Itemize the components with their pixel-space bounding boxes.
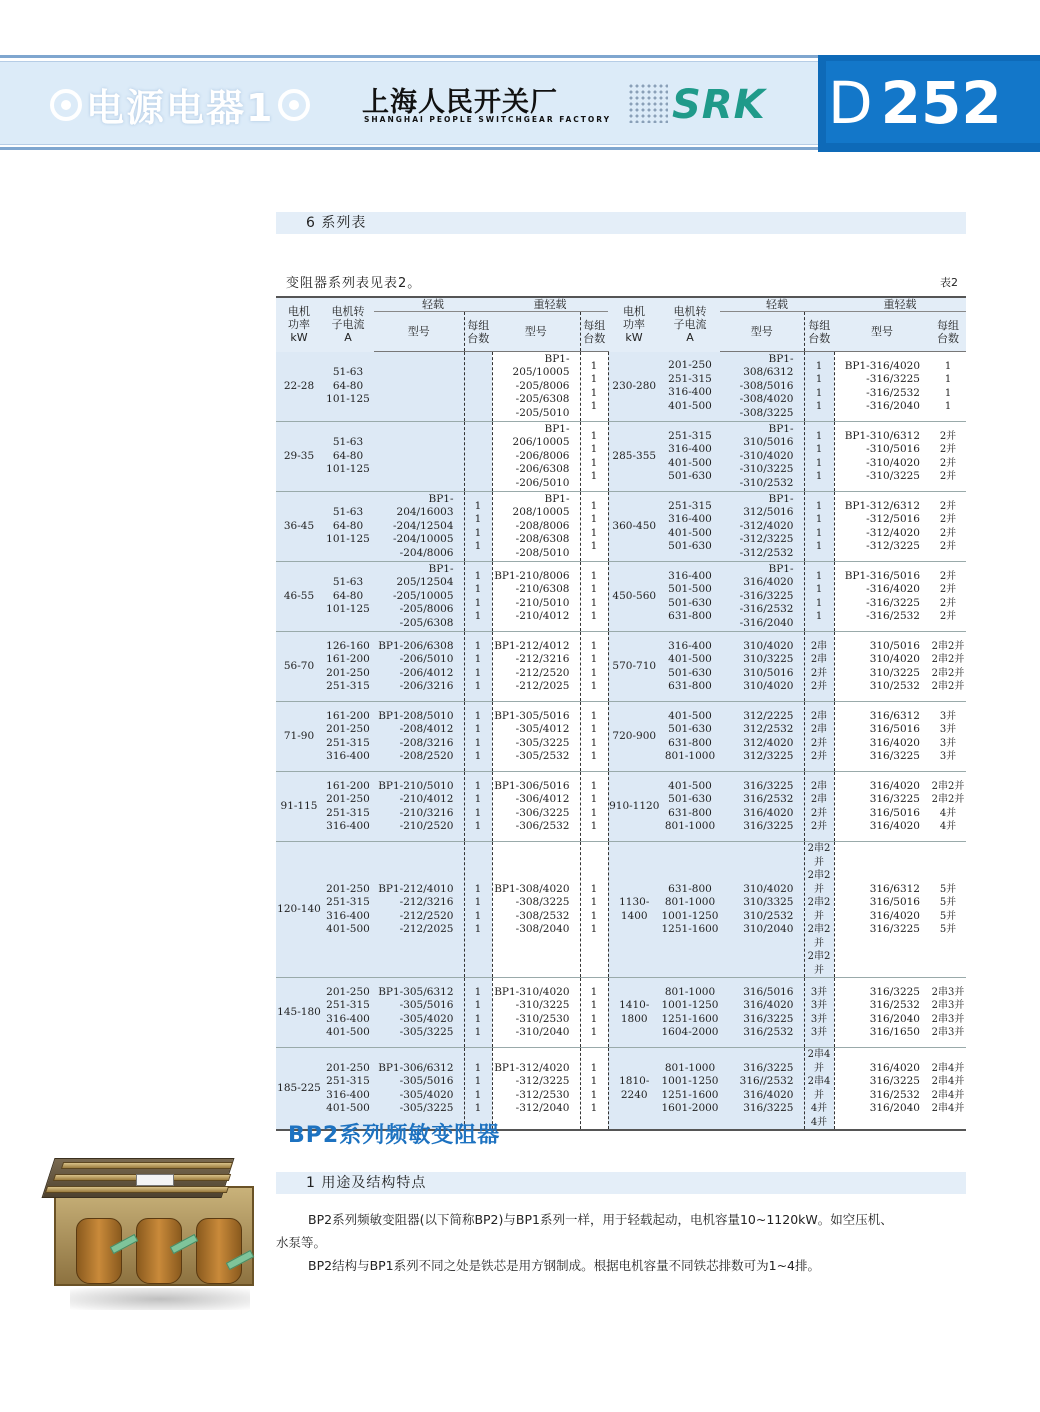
heavy-model-cell: BP1-206/10005 -206/8006 -206/6308 -206/5010: [492, 422, 580, 492]
current-cell: 161-200 201-250 251-315 316-400: [322, 702, 374, 772]
heavy-units-cell: 1 1 1 1: [580, 632, 608, 702]
light-units-cell: [464, 352, 492, 422]
section-6-heading: 6 系列表: [276, 212, 966, 234]
col-units: 每组 台数: [930, 312, 966, 352]
light-model-cell: 316/3225 316/2532 316/4020 316/3225: [720, 772, 804, 842]
table-row: [276, 702, 966, 772]
current-cell: 401-500 501-630 631-800 801-1000: [660, 702, 720, 772]
heavy-units-cell: 5并 5并 5并 5并: [930, 842, 966, 978]
heavy-model-cell: 316/4020 316/3225 316/2532 316/2040: [834, 1048, 930, 1131]
header-bottom-rule: [0, 147, 818, 150]
light-model-cell: BP1-312/5016 -312/4020 -312/3225 -312/2532: [720, 492, 804, 562]
current-cell: 201-250 251-315 316-400 401-500: [322, 978, 374, 1048]
heavy-model-cell: BP1-212/4012 -212/3216 -212/2520 -212/2025: [492, 632, 580, 702]
heavy-model-cell: BP1-316/4020 -316/3225 -316/2532 -316/2040: [834, 352, 930, 422]
heavy-model-cell: BP1-312/4020 -312/3225 -312/2530 -312/2040: [492, 1048, 580, 1131]
kw-cell: 145-180: [276, 978, 322, 1048]
current-cell: 251-315 316-400 401-500 501-630: [660, 422, 720, 492]
light-units-cell: 1 1 1 1: [804, 492, 834, 562]
bp2-paragraph-1-cont: 水泵等。: [276, 1235, 327, 1250]
col-model: 型号: [834, 312, 930, 352]
light-units-cell: 1 1 1 1: [464, 772, 492, 842]
photo-bar: [45, 1186, 229, 1193]
brand-logo: SRK: [672, 82, 766, 128]
page-letter: D: [828, 69, 873, 137]
light-units-cell: 1 1 1 1: [804, 562, 834, 632]
col-current: 电机转 子电流 A: [322, 297, 374, 352]
heavy-model-cell: 316/4020 316/3225 316/5016 316/4020: [834, 772, 930, 842]
heavy-units-cell: 3并 3并 3并 3并: [930, 702, 966, 772]
current-cell: 801-1000 1001-1250 1251-1600 1601-2000: [660, 1048, 720, 1131]
light-units-cell: [464, 422, 492, 492]
section-6-intro: 变阻器系列表见表2。: [286, 276, 422, 291]
kw-cell: 570-710: [608, 632, 660, 702]
light-model-cell: [374, 422, 464, 492]
heavy-units-cell: 1 1 1 1: [580, 842, 608, 978]
heavy-model-cell: BP1-306/5016 -306/4012 -306/3225 -306/2532: [492, 772, 580, 842]
light-model-cell: 316/3225 316//2532 316/4020 316/3225: [720, 1048, 804, 1131]
light-model-cell: [374, 352, 464, 422]
ring-bullet-icon: [278, 89, 310, 121]
current-cell: 801-1000 1001-1250 1251-1600 1604-2000: [660, 978, 720, 1048]
table-row: [276, 492, 966, 562]
light-units-cell: 1 1 1 1: [464, 702, 492, 772]
heavy-units-cell: 1 1 1 1: [580, 492, 608, 562]
header-section-title: [46, 77, 314, 132]
photo-bar: [61, 1162, 233, 1169]
heavy-model-cell: BP1-308/4020 -308/3225 -308/2532 -308/2040: [492, 842, 580, 978]
heavy-model-cell: 316/3225 316/2532 316/2040 316/1650: [834, 978, 930, 1048]
light-units-cell: 1 1 1 1: [804, 352, 834, 422]
current-cell: 51-63 64-80 101-125: [322, 352, 374, 422]
light-model-cell: 310/4020 310/3325 310/2532 310/2040: [720, 842, 804, 978]
heavy-model-cell: BP1-316/5016 -316/4020 -316/3225 -316/2532: [834, 562, 930, 632]
light-model-cell: BP1-305/6312 -305/5016 -305/4020 -305/3225: [374, 978, 464, 1048]
heavy-units-cell: 1 1 1 1: [580, 772, 608, 842]
bp2-paragraph-1: BP2系列频敏变阻器(以下简称BP2)与BP1系列一样，用于轻载起动，电机容量10~1120kW。如空压机、: [308, 1212, 893, 1227]
col-kw: 电机 功率 kW: [276, 297, 322, 352]
page-digits: 252: [880, 69, 1002, 137]
col-units: 每组 台数: [464, 312, 492, 352]
series-table-body: [276, 352, 966, 1131]
col-model: 型号: [492, 312, 580, 352]
heavy-model-cell: BP1-305/5016 -305/4012 -305/3225 -305/2532: [492, 702, 580, 772]
current-cell: 51-63 64-80 101-125: [322, 422, 374, 492]
current-cell: 251-315 316-400 401-500 501-630: [660, 492, 720, 562]
bp2-product-photo: [40, 1148, 260, 1318]
table-number: 表2: [940, 276, 958, 289]
heavy-units-cell: 2串2并 2串2并 2串2并 2串2并: [930, 632, 966, 702]
light-units-cell: 1 1 1 1: [464, 1048, 492, 1131]
current-cell: 51-63 64-80 101-125: [322, 492, 374, 562]
light-model-cell: BP1-316/4020 -316/3225 -316/2532 -316/2040: [720, 562, 804, 632]
light-model-cell: 316/5016 316/4020 316/3225 316/2532: [720, 978, 804, 1048]
bp2-title: BP2系列频敏变阻器: [288, 1123, 501, 1148]
heavy-model-cell: BP1-205/10005 -205/8006 -205/6308 -205/5010: [492, 352, 580, 422]
light-units-cell: 2串 2串 2并 2并: [804, 632, 834, 702]
series-table: [276, 296, 966, 1131]
photo-shadow: [70, 1288, 250, 1310]
heavy-model-cell: 310/5016 310/4020 310/3225 310/2532: [834, 632, 930, 702]
heavy-model-cell: BP1-310/6312 -310/5016 -310/4020 -310/3225: [834, 422, 930, 492]
kw-cell: 22-28: [276, 352, 322, 422]
heavy-model-cell: 316/6312 316/5016 316/4020 316/3225: [834, 702, 930, 772]
kw-cell: 910-1120: [608, 772, 660, 842]
current-cell: 316-400 501-500 501-630 631-800: [660, 562, 720, 632]
col-kw-right: 电机 功率 kW: [608, 297, 660, 352]
light-units-cell: 2串 2串 2并 2并: [804, 702, 834, 772]
heavy-units-cell: 2并 2并 2并 2并: [930, 492, 966, 562]
page-header: [0, 55, 1040, 152]
current-cell: 201-250 251-315 316-400 401-500: [660, 352, 720, 422]
col-light-right: 轻载: [720, 297, 834, 312]
table-row: [276, 772, 966, 842]
heavy-units-cell: 2串2并 2串2并 4并 4并: [930, 772, 966, 842]
heavy-units-cell: 1 1 1 1: [580, 978, 608, 1048]
light-model-cell: BP1-308/6312 -308/5016 -308/4020 -308/3225: [720, 352, 804, 422]
light-model-cell: BP1-204/16003 -204/12504 -204/10005 -204/8006: [374, 492, 464, 562]
current-cell: 201-250 251-315 316-400 401-500: [322, 1048, 374, 1131]
factory-name-cn: 上海人民开关厂: [362, 87, 558, 118]
section-title-text: 电源电器1: [86, 86, 275, 130]
light-model-cell: BP1-210/5010 -210/4012 -210/3216 -210/2520: [374, 772, 464, 842]
current-cell: 631-800 801-1000 1001-1250 1251-1600: [660, 842, 720, 978]
light-units-cell: 1 1 1 1: [804, 422, 834, 492]
bp2-paragraph-2: BP2结构与BP1系列不同之处是铁芯是用方钢制成。根据电机容量不同铁芯排数可为1~4排。: [308, 1258, 821, 1273]
heavy-units-cell: 1 1 1 1: [930, 352, 966, 422]
ring-bullet-icon: [50, 89, 82, 121]
col-units: 每组 台数: [580, 312, 608, 352]
col-light: 轻载: [374, 297, 492, 312]
current-cell: 161-200 201-250 251-315 316-400: [322, 772, 374, 842]
light-model-cell: BP1-206/6308 -206/5010 -206/4012 -206/3216: [374, 632, 464, 702]
col-model: 型号: [374, 312, 464, 352]
current-cell: 401-500 501-630 631-800 801-1000: [660, 772, 720, 842]
light-model-cell: BP1-208/5010 -208/4012 -208/3216 -208/2520: [374, 702, 464, 772]
heavy-model-cell: BP1-208/10005 -208/8006 -208/6308 -208/5010: [492, 492, 580, 562]
light-units-cell: 2串 2串 2并 2并: [804, 772, 834, 842]
light-units-cell: 1 1 1 1: [464, 562, 492, 632]
col-units: 每组 台数: [804, 312, 834, 352]
kw-cell: 71-90: [276, 702, 322, 772]
kw-cell: 56-70: [276, 632, 322, 702]
col-heavy-light-right: 重轻载: [834, 297, 966, 312]
heavy-model-cell: BP1-310/4020 -310/3225 -310/2530 -310/2040: [492, 978, 580, 1048]
factory-name-en: SHANGHAI PEOPLE SWITCHGEAR FACTORY: [364, 115, 612, 124]
photo-nameplate: [136, 1174, 174, 1186]
photo-coil: [196, 1218, 242, 1284]
kw-cell: 720-900: [608, 702, 660, 772]
kw-cell: 285-355: [608, 422, 660, 492]
col-heavy-light: 重轻载: [492, 297, 608, 312]
col-model: 型号: [720, 312, 804, 352]
heavy-units-cell: 2串4并 2串4并 2串4并 2串4并: [930, 1048, 966, 1131]
kw-cell: 360-450: [608, 492, 660, 562]
bp2-section-heading: 1 用途及结构特点: [276, 1172, 966, 1194]
table-row: [276, 422, 966, 492]
heavy-units-cell: 2并 2并 2并 2并: [930, 562, 966, 632]
brand-dots-icon: [628, 83, 668, 123]
light-units-cell: 2串4并 2串4并 4并 4并: [804, 1048, 834, 1131]
light-model-cell: 312/2225 312/2532 312/4020 312/3225: [720, 702, 804, 772]
heavy-units-cell: 1 1 1 1: [580, 562, 608, 632]
col-current-right: 电机转 子电流 A: [660, 297, 720, 352]
heavy-units-cell: 1 1 1 1: [580, 1048, 608, 1131]
kw-cell: 230-280: [608, 352, 660, 422]
heavy-units-cell: 1 1 1 1: [580, 702, 608, 772]
light-model-cell: BP1-205/12504 -205/10005 -205/8006 -205/6308: [374, 562, 464, 632]
kw-cell: 1130-1400: [608, 842, 660, 978]
light-units-cell: 3并 3并 3并 3并: [804, 978, 834, 1048]
table-row: [276, 632, 966, 702]
light-model-cell: BP1-212/4010 -212/3216 -212/2520 -212/2025: [374, 842, 464, 978]
page-number: [828, 69, 1002, 137]
current-cell: 316-400 401-500 501-630 631-800: [660, 632, 720, 702]
kw-cell: 29-35: [276, 422, 322, 492]
heavy-units-cell: 1 1 1 1: [580, 422, 608, 492]
light-model-cell: BP1-310/5016 -310/4020 -310/3225 -310/2532: [720, 422, 804, 492]
kw-cell: 46-55: [276, 562, 322, 632]
table-row: [276, 562, 966, 632]
current-cell: 201-250 251-315 316-400 401-500: [322, 842, 374, 978]
light-model-cell: BP1-306/6312 -305/5016 -305/4020 -305/3225: [374, 1048, 464, 1131]
kw-cell: 450-560: [608, 562, 660, 632]
table-row: [276, 842, 966, 978]
heavy-model-cell: BP1-312/6312 -312/5016 -312/4020 -312/3225: [834, 492, 930, 562]
heavy-model-cell: 316/6312 316/5016 316/4020 316/3225: [834, 842, 930, 978]
light-units-cell: 1 1 1 1: [464, 492, 492, 562]
kw-cell: 1410-1800: [608, 978, 660, 1048]
table-row: [276, 978, 966, 1048]
kw-cell: 1810-2240: [608, 1048, 660, 1131]
light-units-cell: 1 1 1 1: [464, 632, 492, 702]
kw-cell: 91-115: [276, 772, 322, 842]
light-units-cell: 1 1 1 1: [464, 978, 492, 1048]
table-row: [276, 352, 966, 422]
light-units-cell: 2串2并 2串2并 2串2并 2串2并 2串2并: [804, 842, 834, 978]
light-model-cell: 310/4020 310/3225 310/5016 310/4020: [720, 632, 804, 702]
light-units-cell: 1 1 1 1: [464, 842, 492, 978]
heavy-units-cell: 1 1 1 1: [580, 352, 608, 422]
kw-cell: 185-225: [276, 1048, 322, 1131]
heavy-units-cell: 2并 2并 2并 2并: [930, 422, 966, 492]
heavy-model-cell: BP1-210/8006 -210/6308 -210/5010 -210/4012: [492, 562, 580, 632]
heavy-units-cell: 2串3并 2串3并 2串3并 2串3并: [930, 978, 966, 1048]
kw-cell: 36-45: [276, 492, 322, 562]
current-cell: 51-63 64-80 101-125: [322, 562, 374, 632]
kw-cell: 120-140: [276, 842, 322, 978]
current-cell: 126-160 161-200 201-250 251-315: [322, 632, 374, 702]
